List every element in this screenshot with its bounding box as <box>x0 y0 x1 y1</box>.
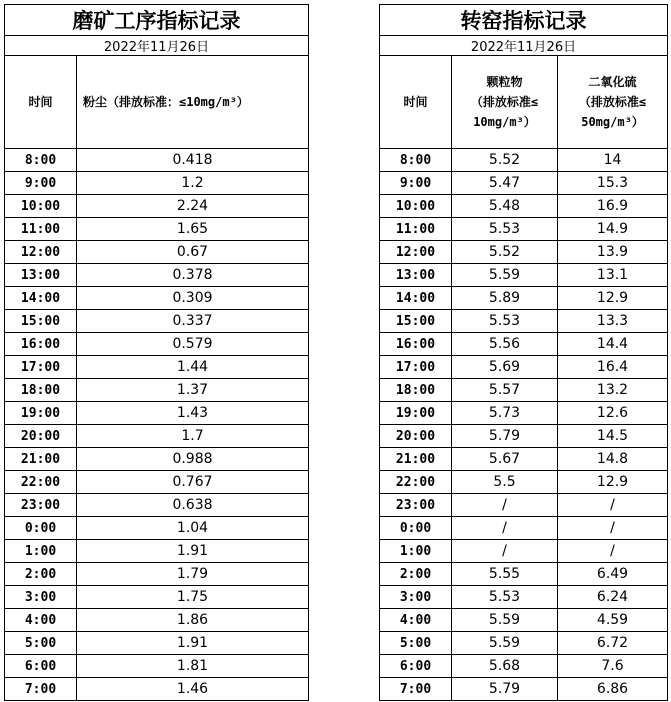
kiln-cell-time: 9:00 <box>380 172 452 195</box>
kiln-cell-pm: 5.69 <box>452 356 558 379</box>
kiln-cell-so2: 14.5 <box>558 425 668 448</box>
kiln-so2-header <box>558 56 668 149</box>
kiln-table-row <box>380 264 668 287</box>
grinding-table-row <box>5 264 309 287</box>
grinding-cell-time: 10:00 <box>5 195 77 218</box>
grinding-table-row <box>5 586 309 609</box>
kiln-cell-time: 12:00 <box>380 241 452 264</box>
grinding-table-row <box>5 632 309 655</box>
grinding-cell-time: 2:00 <box>5 563 77 586</box>
kiln-pm-header-line: 10mg/m³） <box>473 115 536 129</box>
kiln-cell-time: 10:00 <box>380 195 452 218</box>
kiln-cell-so2: 12.6 <box>558 402 668 425</box>
grinding-table-row <box>5 609 309 632</box>
grinding-table-row <box>5 678 309 701</box>
kiln-so2-header-line: 二氧化硫 <box>588 75 637 89</box>
kiln-cell-time: 22:00 <box>380 471 452 494</box>
grinding-table-row <box>5 402 309 425</box>
grinding-table-row <box>5 149 309 172</box>
grinding-cell-dust: 0.767 <box>77 471 309 494</box>
grinding-cell-time: 9:00 <box>5 172 77 195</box>
grinding-dust-header: 粉尘（排放标准：≤10mg/m³） <box>77 56 309 149</box>
kiln-table-row <box>380 425 668 448</box>
grinding-cell-time: 23:00 <box>5 494 77 517</box>
grinding-cell-dust: 1.04 <box>77 517 309 540</box>
grinding-cell-dust: 1.75 <box>77 586 309 609</box>
kiln-cell-pm: / <box>452 517 558 540</box>
grinding-table-row <box>5 517 309 540</box>
kiln-table-row <box>380 287 668 310</box>
kiln-cell-pm: 5.56 <box>452 333 558 356</box>
grinding-cell-time: 18:00 <box>5 379 77 402</box>
kiln-table-row <box>380 563 668 586</box>
kiln-table-row <box>380 448 668 471</box>
grinding-cell-time: 5:00 <box>5 632 77 655</box>
grinding-cell-dust: 1.91 <box>77 632 309 655</box>
grinding-rows <box>5 149 309 701</box>
kiln-cell-time: 2:00 <box>380 563 452 586</box>
kiln-cell-so2: 14 <box>558 149 668 172</box>
grinding-cell-time: 19:00 <box>5 402 77 425</box>
kiln-cell-time: 3:00 <box>380 586 452 609</box>
kiln-table-row <box>380 310 668 333</box>
kiln-cell-time: 6:00 <box>380 655 452 678</box>
grinding-cell-time: 0:00 <box>5 517 77 540</box>
grinding-cell-time: 21:00 <box>5 448 77 471</box>
kiln-cell-so2: 14.9 <box>558 218 668 241</box>
grinding-table-row <box>5 563 309 586</box>
kiln-table-row <box>380 586 668 609</box>
kiln-cell-time: 4:00 <box>380 609 452 632</box>
kiln-cell-pm: 5.73 <box>452 402 558 425</box>
kiln-cell-so2: 4.59 <box>558 609 668 632</box>
grinding-cell-dust: 1.44 <box>77 356 309 379</box>
kiln-cell-so2: 16.4 <box>558 356 668 379</box>
kiln-cell-so2: 14.8 <box>558 448 668 471</box>
kiln-cell-so2: 16.9 <box>558 195 668 218</box>
grinding-cell-dust: 0.579 <box>77 333 309 356</box>
kiln-cell-time: 11:00 <box>380 218 452 241</box>
kiln-cell-time: 14:00 <box>380 287 452 310</box>
grinding-table-row <box>5 379 309 402</box>
grinding-cell-dust: 0.337 <box>77 310 309 333</box>
kiln-record-table <box>379 4 668 701</box>
kiln-cell-time: 23:00 <box>380 494 452 517</box>
grinding-table-row <box>5 448 309 471</box>
kiln-cell-pm: 5.68 <box>452 655 558 678</box>
kiln-cell-pm: 5.59 <box>452 264 558 287</box>
kiln-table-row <box>380 632 668 655</box>
kiln-pm-header-line: （排放标准≤ <box>470 95 539 109</box>
kiln-cell-time: 16:00 <box>380 333 452 356</box>
grinding-table-row <box>5 540 309 563</box>
grinding-cell-dust: 1.65 <box>77 218 309 241</box>
kiln-cell-pm: / <box>452 494 558 517</box>
kiln-cell-so2: / <box>558 540 668 563</box>
kiln-table-row <box>380 333 668 356</box>
grinding-cell-dust: 0.418 <box>77 149 309 172</box>
grinding-time-header: 时间 <box>5 56 77 149</box>
kiln-cell-so2: 6.49 <box>558 563 668 586</box>
kiln-cell-pm: 5.79 <box>452 678 558 701</box>
grinding-cell-time: 15:00 <box>5 310 77 333</box>
grinding-table-row <box>5 471 309 494</box>
kiln-cell-time: 7:00 <box>380 678 452 701</box>
kiln-date: 2022年11月26日 <box>380 36 668 56</box>
kiln-cell-time: 19:00 <box>380 402 452 425</box>
grinding-cell-time: 13:00 <box>5 264 77 287</box>
grinding-cell-dust: 0.67 <box>77 241 309 264</box>
kiln-cell-pm: 5.59 <box>452 632 558 655</box>
kiln-cell-so2: 6.86 <box>558 678 668 701</box>
kiln-table-row <box>380 149 668 172</box>
grinding-cell-dust: 1.37 <box>77 379 309 402</box>
kiln-cell-time: 18:00 <box>380 379 452 402</box>
grinding-cell-time: 8:00 <box>5 149 77 172</box>
grinding-cell-dust: 0.988 <box>77 448 309 471</box>
kiln-table-row <box>380 379 668 402</box>
kiln-table-row <box>380 678 668 701</box>
kiln-cell-time: 5:00 <box>380 632 452 655</box>
grinding-cell-time: 17:00 <box>5 356 77 379</box>
kiln-cell-time: 0:00 <box>380 517 452 540</box>
kiln-table-row <box>380 540 668 563</box>
kiln-table-row <box>380 402 668 425</box>
grinding-cell-dust: 1.46 <box>77 678 309 701</box>
grinding-table-row <box>5 494 309 517</box>
kiln-pm-header-line: 颗粒物 <box>486 75 523 89</box>
kiln-cell-so2: 7.6 <box>558 655 668 678</box>
grinding-table-row <box>5 218 309 241</box>
kiln-cell-so2: 6.24 <box>558 586 668 609</box>
grinding-record-table <box>4 4 309 701</box>
kiln-so2-header-line: 50mg/m³） <box>581 115 644 129</box>
grinding-table-row <box>5 310 309 333</box>
grinding-cell-dust: 0.638 <box>77 494 309 517</box>
grinding-cell-dust: 1.86 <box>77 609 309 632</box>
grinding-cell-time: 1:00 <box>5 540 77 563</box>
grinding-table-row <box>5 655 309 678</box>
grinding-cell-time: 20:00 <box>5 425 77 448</box>
kiln-cell-pm: 5.53 <box>452 586 558 609</box>
grinding-title: 磨矿工序指标记录 <box>5 5 309 36</box>
grinding-cell-dust: 0.378 <box>77 264 309 287</box>
kiln-cell-so2: 13.3 <box>558 310 668 333</box>
kiln-cell-so2: 13.9 <box>558 241 668 264</box>
kiln-cell-time: 17:00 <box>380 356 452 379</box>
kiln-cell-pm: 5.53 <box>452 310 558 333</box>
kiln-table-row <box>380 494 668 517</box>
kiln-table-row <box>380 609 668 632</box>
kiln-cell-so2: 12.9 <box>558 471 668 494</box>
kiln-cell-time: 8:00 <box>380 149 452 172</box>
kiln-so2-header-line: （排放标准≤ <box>578 95 647 109</box>
kiln-cell-so2: 6.72 <box>558 632 668 655</box>
grinding-table-row <box>5 356 309 379</box>
kiln-cell-so2: / <box>558 494 668 517</box>
kiln-cell-time: 1:00 <box>380 540 452 563</box>
grinding-cell-time: 7:00 <box>5 678 77 701</box>
kiln-cell-pm: / <box>452 540 558 563</box>
kiln-cell-pm: 5.47 <box>452 172 558 195</box>
kiln-cell-so2: 14.4 <box>558 333 668 356</box>
grinding-cell-time: 3:00 <box>5 586 77 609</box>
grinding-cell-dust: 1.2 <box>77 172 309 195</box>
kiln-cell-pm: 5.52 <box>452 149 558 172</box>
kiln-cell-pm: 5.89 <box>452 287 558 310</box>
kiln-cell-so2: 13.1 <box>558 264 668 287</box>
kiln-rows <box>380 149 668 701</box>
kiln-cell-pm: 5.48 <box>452 195 558 218</box>
grinding-table-row <box>5 172 309 195</box>
grinding-table-row <box>5 425 309 448</box>
kiln-cell-pm: 5.59 <box>452 609 558 632</box>
kiln-cell-so2: 15.3 <box>558 172 668 195</box>
grinding-cell-dust: 0.309 <box>77 287 309 310</box>
grinding-cell-dust: 1.91 <box>77 540 309 563</box>
kiln-table-row <box>380 356 668 379</box>
kiln-cell-pm: 5.53 <box>452 218 558 241</box>
kiln-cell-pm: 5.52 <box>452 241 558 264</box>
kiln-table-row <box>380 471 668 494</box>
grinding-cell-dust: 1.81 <box>77 655 309 678</box>
kiln-cell-time: 21:00 <box>380 448 452 471</box>
kiln-cell-pm: 5.79 <box>452 425 558 448</box>
grinding-table-row <box>5 287 309 310</box>
grinding-cell-time: 4:00 <box>5 609 77 632</box>
kiln-table-row <box>380 172 668 195</box>
kiln-cell-time: 15:00 <box>380 310 452 333</box>
kiln-table-row <box>380 655 668 678</box>
kiln-cell-so2: 12.9 <box>558 287 668 310</box>
grinding-cell-dust: 1.43 <box>77 402 309 425</box>
kiln-cell-time: 20:00 <box>380 425 452 448</box>
grinding-table-row <box>5 195 309 218</box>
kiln-cell-time: 13:00 <box>380 264 452 287</box>
grinding-cell-time: 11:00 <box>5 218 77 241</box>
kiln-cell-pm: 5.5 <box>452 471 558 494</box>
grinding-cell-dust: 2.24 <box>77 195 309 218</box>
grinding-cell-time: 14:00 <box>5 287 77 310</box>
kiln-cell-pm: 5.67 <box>452 448 558 471</box>
grinding-cell-time: 22:00 <box>5 471 77 494</box>
kiln-cell-pm: 5.55 <box>452 563 558 586</box>
kiln-cell-so2: / <box>558 517 668 540</box>
kiln-pm-header <box>452 56 558 149</box>
grinding-date: 2022年11月26日 <box>5 36 309 56</box>
kiln-cell-pm: 5.57 <box>452 379 558 402</box>
grinding-cell-time: 6:00 <box>5 655 77 678</box>
grinding-cell-time: 12:00 <box>5 241 77 264</box>
kiln-table-row <box>380 241 668 264</box>
grinding-cell-dust: 1.7 <box>77 425 309 448</box>
kiln-time-header: 时间 <box>380 56 452 149</box>
kiln-cell-so2: 13.2 <box>558 379 668 402</box>
kiln-table-row <box>380 517 668 540</box>
kiln-title: 转窑指标记录 <box>380 5 668 36</box>
grinding-table-row <box>5 333 309 356</box>
kiln-table-row <box>380 218 668 241</box>
grinding-table-row <box>5 241 309 264</box>
kiln-table-row <box>380 195 668 218</box>
grinding-cell-time: 16:00 <box>5 333 77 356</box>
grinding-cell-dust: 1.79 <box>77 563 309 586</box>
